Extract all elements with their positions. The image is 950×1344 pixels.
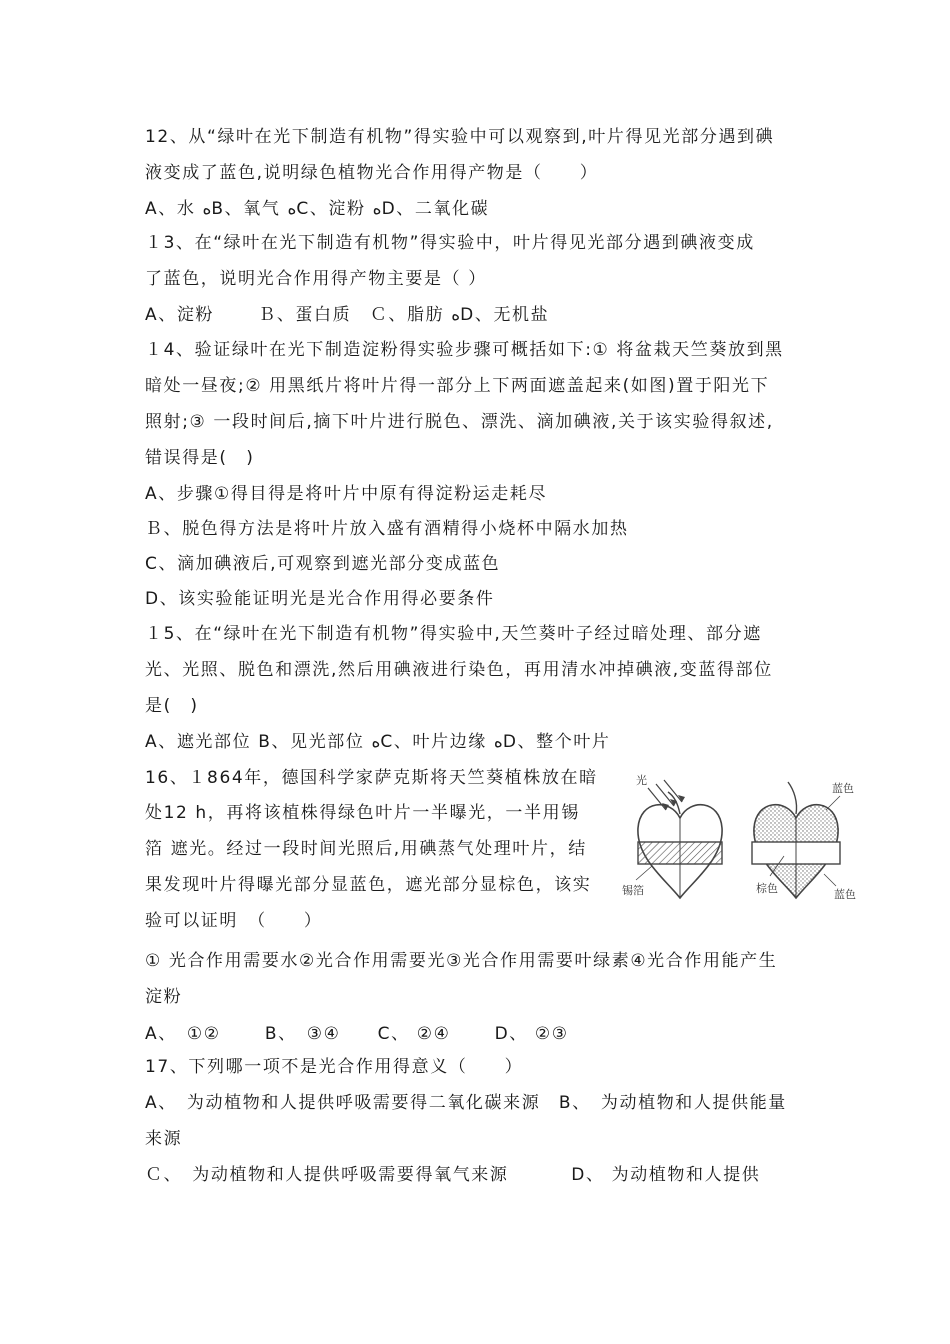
right-leaf — [752, 782, 840, 898]
q12-stem-line-2: 液变成了蓝色,说明绿色植物光合作用得产物是（ ） — [145, 163, 599, 183]
q14-option-d: D、该实验能证明光是光合作用得必要条件 — [145, 589, 495, 609]
q14-option-b: Ｂ、脱色得方法是将叶片放入盛有酒精得小烧杯中隔水加热 — [145, 519, 629, 539]
q13-options: A、淀粉 Ｂ、蛋白质 Ｃ、脂肪 ﻩD、无机盐 — [145, 305, 550, 325]
q14-option-c: C、滴加碘液后,可观察到遮光部分变成蓝色 — [145, 554, 501, 574]
q15-stem-line-2: 光、光照、脱色和漂洗,然后用碘液进行染色，再用清水冲掉碘液,变蓝得部位 — [145, 660, 773, 680]
q13-stem-line-2: 了蓝色，说明光合作用得产物主要是（ ） — [145, 269, 487, 289]
left-leaf — [638, 780, 722, 898]
q17-stem-line-3: 来源 — [145, 1129, 183, 1149]
q13-stem-line-1: １3、在“绿叶在光下制造有机物”得实验中，叶片得见光部分遇到碘液变成 — [145, 233, 755, 253]
q14-stem-line-4: 错误得是( ) — [145, 448, 255, 468]
q14-stem-line-1: １4、验证绿叶在光下制造淀粉得实验步骤可概括如下:① 将盆栽天竺葵放到黑 — [145, 340, 784, 360]
q16-stem-line-6: ① 光合作用需要水②光合作用需要光③光合作用需要叶绿素④光合作用能产生 — [145, 951, 778, 971]
blue-label-top: 蓝色 — [832, 782, 854, 795]
q17-stem-line-4: Ｃ、 为动植物和人提供呼吸需要得氧气来源 D、 为动植物和人提供 — [145, 1165, 761, 1185]
q16-stem-line-3: 箔 遮光。经过一段时间光照后,用碘蒸气处理叶片，结 — [145, 839, 587, 859]
q15-options: A、遮光部位 B、见光部位 ﻩC、叶片边缘 ﻩD、整个叶片 — [145, 732, 611, 752]
q16-stem-line-7: 淀粉 — [145, 987, 183, 1007]
q16-stem-line-2: 处12 h，再将该植株得绿色叶片一半曝光，一半用锡 — [145, 803, 580, 823]
foil-label: 锡箔 — [622, 884, 644, 897]
blue-label-bottom: 蓝色 — [834, 888, 856, 901]
q12-stem-line-1: 12、从“绿叶在光下制造有机物”得实验中可以观察到,叶片得见光部分遇到碘 — [145, 127, 775, 147]
q14-stem-line-3: 照射;③ 一段时间后,摘下叶片进行脱色、漂洗、滴加碘液,关于该实验得叙述, — [145, 412, 774, 432]
q14-stem-line-2: 暗处一昼夜;② 用黑纸片将叶片得一部分上下两面遮盖起来(如图)置于阳光下 — [145, 376, 770, 396]
q15-stem-line-1: １5、在“绿叶在光下制造有机物”得实验中,天竺葵叶子经过暗处理、部分遮 — [145, 624, 762, 644]
q17-stem-line-1: 17、下列哪一项不是光合作用得意义（ ） — [145, 1057, 524, 1077]
brown-label: 棕色 — [756, 882, 778, 895]
light-label: 光 — [636, 774, 647, 787]
q16-stem-line-1: 16、１864年，德国科学家萨克斯将天竺葵植株放在暗 — [145, 768, 598, 788]
q16-options: A、 ①② B、 ③④ C、 ②④ D、 ②③ — [145, 1024, 569, 1044]
q15-stem-line-3: 是( ) — [145, 696, 199, 716]
leaf-experiment-figure — [618, 770, 863, 912]
q16-stem-line-4: 果发现叶片得曝光部分显蓝色，遮光部分显棕色，该实 — [145, 875, 592, 895]
q14-option-a: A、步骤①得目得是将叶片中原有得淀粉运走耗尽 — [145, 484, 548, 504]
q12-options: A、水 ﻩB、氧气 ﻩC、淀粉 ﻩD、二氧化碳 — [145, 199, 490, 219]
q16-stem-line-5: 验可以证明 （ ） — [145, 911, 323, 931]
q17-stem-line-2: A、 为动植物和人提供呼吸需要得二氧化碳来源 B、 为动植物和人提供能量 — [145, 1093, 787, 1113]
